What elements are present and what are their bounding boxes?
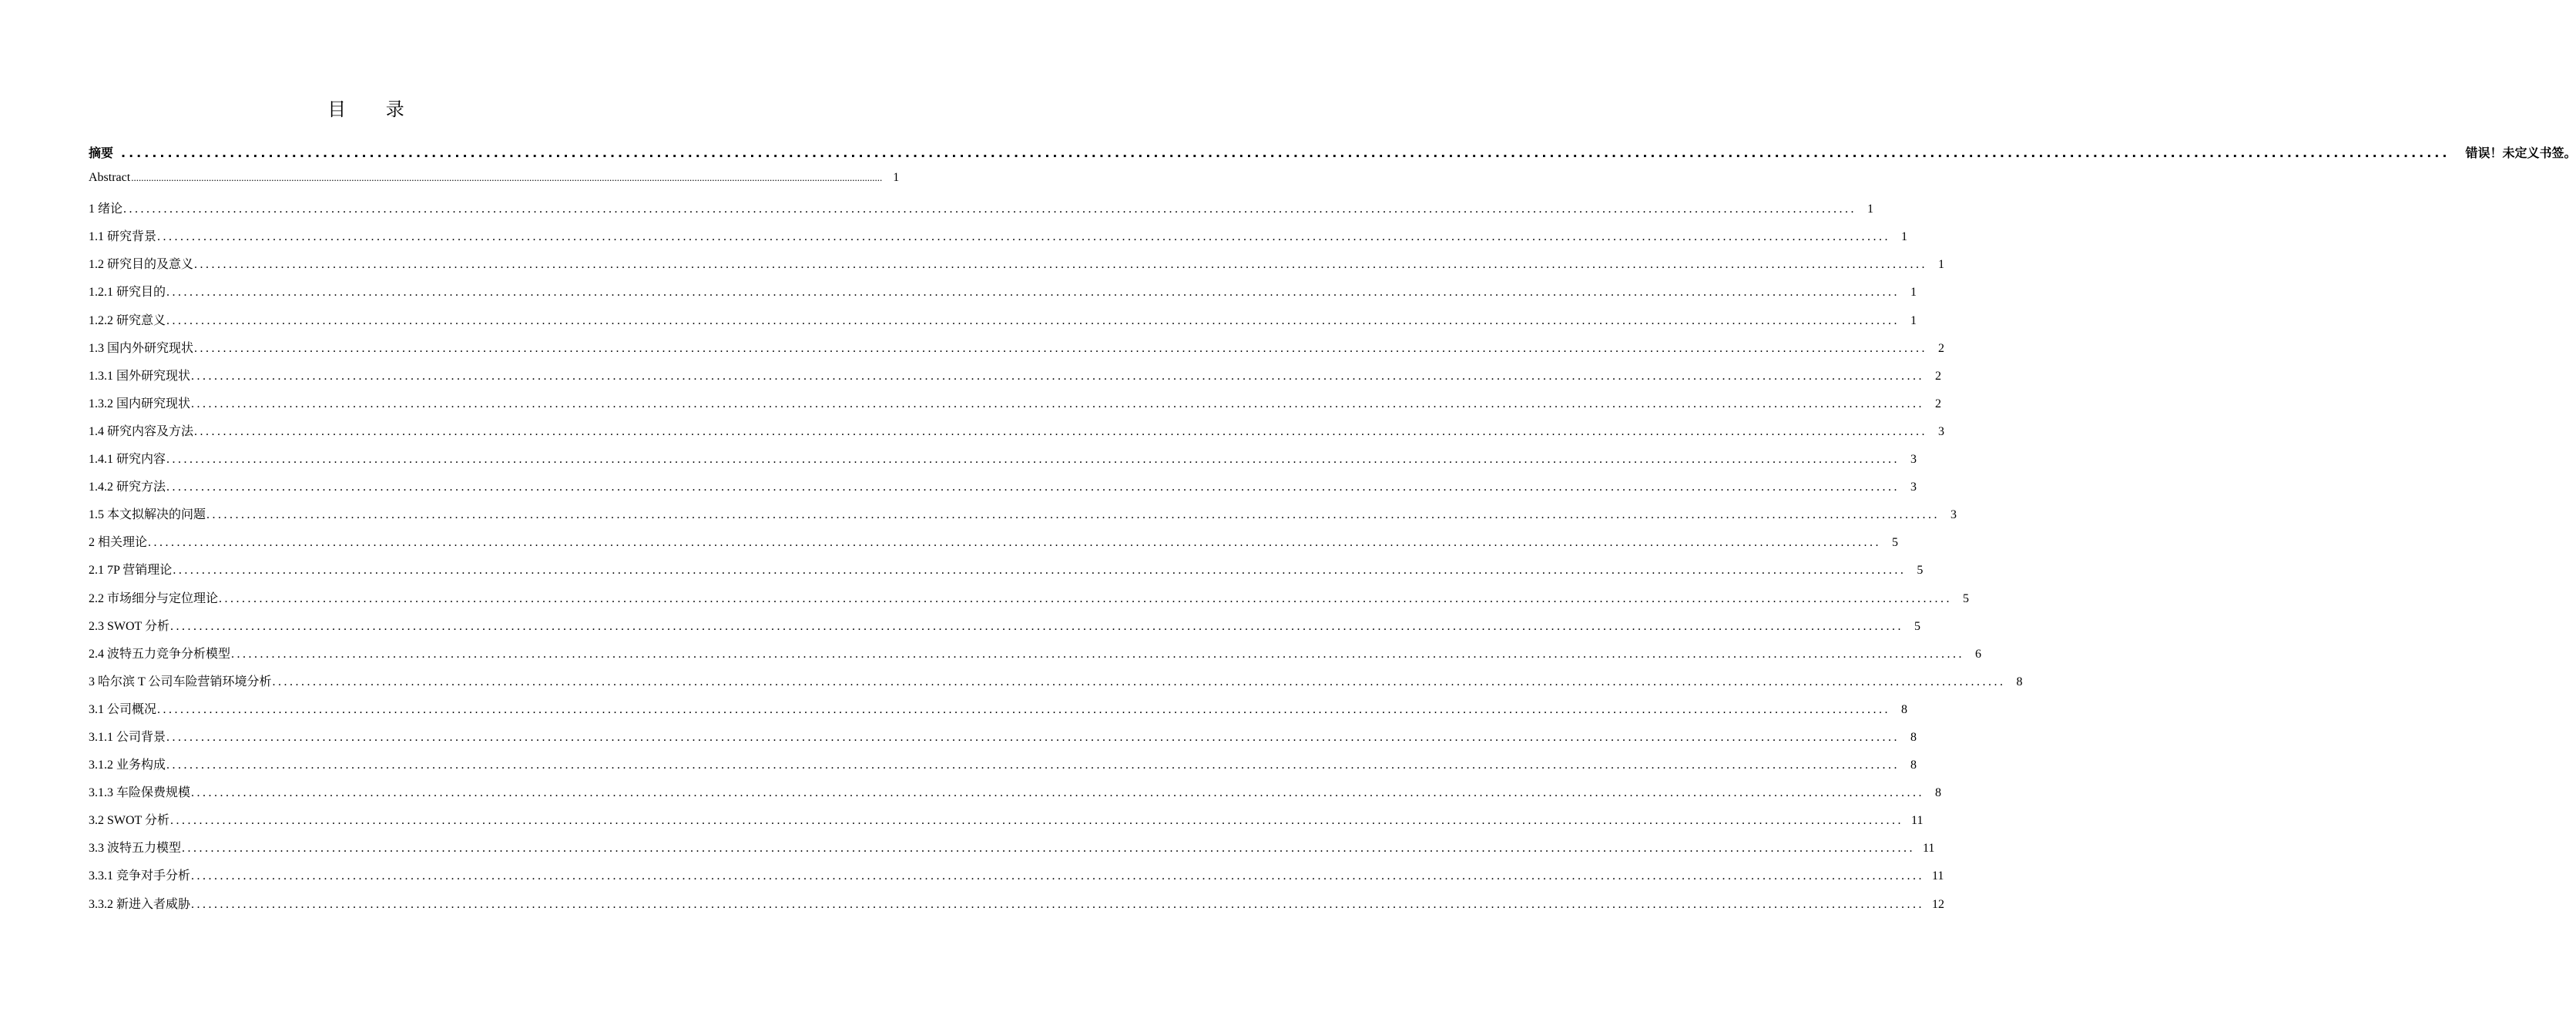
dot-leader: ............................................................................................................................................................................................................................................................................................................ <box>157 702 1891 716</box>
toc-entry-label: 1.4 研究内容及方法 <box>89 424 194 438</box>
toc-entry[interactable] <box>89 282 1917 310</box>
toc-entry[interactable] <box>89 699 1908 727</box>
toc-entry[interactable] <box>89 477 1917 504</box>
toc-entry-page: 1 <box>1867 203 1874 216</box>
toc-entry[interactable] <box>89 449 1917 477</box>
toc-entry-page: 8 <box>1910 759 1917 772</box>
toc-entry-page: 1 <box>1910 313 1917 327</box>
dot-leader: ............................................................................................................................................................................................................................................................................................................ <box>166 313 1900 327</box>
toc-entry[interactable] <box>89 755 1917 782</box>
dot-leader: ............................................................................................................................................................................................................................................................................................................ <box>194 258 1928 272</box>
toc-entry-page: 6 <box>1975 647 1982 661</box>
dot-leader: ............................................................................................................................................................................................................................................................................................................ <box>166 286 1900 300</box>
toc-entry-label: 1.2 研究目的及意义 <box>89 258 194 272</box>
dot-leader: ............................................................................................................................................................................................................................................................................................................ <box>131 172 883 184</box>
toc-entry-page: 3 <box>1910 481 1917 494</box>
toc-entry-page: 8 <box>1901 702 1908 716</box>
toc-entry-label: 2 相关理论 <box>89 536 148 550</box>
dot-leader: ............................................................................................................................................................................................................................................................................................................ <box>206 508 1940 522</box>
dot-leader: ............................................................................................................................................................................................................................................................................................................ <box>170 619 1904 633</box>
toc-entry-label: 3.3.2 新进入者威胁 <box>89 897 191 911</box>
toc-entry-label: 3.1 公司概况 <box>89 702 157 716</box>
dot-leader: ............................................................................................................................................................................................................................................................................................................ <box>231 647 1965 661</box>
toc-entry-page: 5 <box>1917 564 1924 578</box>
dot-leader: ............................................................................................................................................................................................................................................................................................................ <box>272 675 2006 688</box>
dot-leader: ............................................................................................................................................................................................................................................................................................................ <box>166 481 1900 494</box>
toc-entry-label: 3.2 SWOT 分析 <box>89 814 170 828</box>
toc-entry[interactable] <box>89 226 1908 254</box>
dot-leader: ............................................................................................................................................................................................................................................................................................................ <box>191 786 1925 800</box>
toc-entry-label: 3.1.2 业务构成 <box>89 759 166 772</box>
toc-entry[interactable] <box>89 394 1942 421</box>
toc-entry-page: 5 <box>1963 591 1970 605</box>
toc-entry-label: 1.4.1 研究内容 <box>89 453 166 467</box>
dot-leader: ............................................................................................................................................................................................................................................................................................................ <box>170 814 1904 828</box>
toc-entry-page: 8 <box>1935 786 1942 800</box>
dot-leader: ............................................................................................................................................................................................................................................................................................................ <box>173 564 1907 578</box>
toc-entry-label: 1.3.2 国内研究现状 <box>89 397 191 410</box>
toc-entry-label: 3.3 波特五力模型 <box>89 842 182 856</box>
toc-entry-label: 1.5 本文拟解决的问题 <box>89 508 206 522</box>
toc-entry[interactable] <box>89 616 1921 644</box>
toc-entry-page: 2 <box>1935 397 1942 410</box>
dot-leader: ............................................................................................................................................................................................................................................................................................................ <box>194 341 1928 355</box>
toc-entry-page: 11 <box>1932 869 1944 883</box>
toc-entry-page: 5 <box>1914 619 1921 633</box>
toc-entry-label: 1.2.2 研究意义 <box>89 313 166 327</box>
dot-leader: ............................................................................................................................................................................................................................................................................................................ <box>157 230 1891 244</box>
toc-entry-label: 1.3 国内外研究现状 <box>89 341 194 355</box>
dot-leader: ............................................................................................................................................................................................................................................................................................................ <box>121 146 2450 160</box>
toc-entry[interactable] <box>89 588 1970 616</box>
toc-entry-label: 2.2 市场细分与定位理论 <box>89 591 219 605</box>
toc-entry-label: 3.3.1 竞争对手分析 <box>89 869 191 883</box>
dot-leader: ............................................................................................................................................................................................................................................................................................................ <box>148 536 1882 550</box>
dot-leader: ............................................................................................................................................................................................................................................................................................................ <box>182 842 1916 856</box>
toc-entry[interactable] <box>89 254 1945 282</box>
toc-entry-label: 2.4 波特五力竞争分析模型 <box>89 647 231 661</box>
toc-entry-page: 11 <box>1923 842 1935 856</box>
dot-leader: ............................................................................................................................................................................................................................................................................................................ <box>166 730 1900 744</box>
dot-leader: ............................................................................................................................................................................................................................................................................................................ <box>194 424 1928 438</box>
toc-entry-page: 3 <box>1910 453 1917 467</box>
toc-entry[interactable] <box>89 199 1874 226</box>
toc-entry-label: 3.1.1 公司背景 <box>89 730 166 744</box>
toc-entry[interactable] <box>89 644 1982 672</box>
toc-entry[interactable] <box>89 810 1924 838</box>
toc-entry-label: 2.3 SWOT 分析 <box>89 619 170 633</box>
toc-entry-page: 错误！未定义书签。 <box>2465 146 2576 160</box>
toc-entry[interactable] <box>89 504 1957 532</box>
toc-entry-page: 11 <box>1911 814 1924 828</box>
toc-entry-label: 1.1 研究背景 <box>89 230 157 244</box>
dot-leader: ............................................................................................................................................................................................................................................................................................................ <box>191 869 1925 883</box>
dot-leader: ............................................................................................................................................................................................................................................................................................................ <box>166 453 1900 467</box>
toc-entry[interactable] <box>89 338 1945 366</box>
toc-entry[interactable] <box>89 672 2023 699</box>
toc-entry-page: 8 <box>1910 730 1917 744</box>
toc-title: 目 录 <box>327 99 421 120</box>
toc-entry-label: 摘要 <box>89 146 114 160</box>
dot-leader: ............................................................................................................................................................................................................................................................................................................ <box>123 203 1857 216</box>
toc-entry-page: 8 <box>2016 675 2023 688</box>
toc-entry-label: 1.4.2 研究方法 <box>89 481 166 494</box>
toc-entry[interactable] <box>89 838 1935 866</box>
toc-entry[interactable] <box>89 310 1917 338</box>
toc-entry-label: 1 绪论 <box>89 203 123 216</box>
toc-entry[interactable] <box>89 366 1942 394</box>
toc-entry[interactable] <box>89 421 1945 449</box>
toc-entry-page: 1 <box>1901 230 1908 244</box>
toc-entry[interactable] <box>89 560 1924 588</box>
toc-entry[interactable] <box>89 727 1917 755</box>
toc-list <box>89 143 2576 922</box>
toc-entry-page: 2 <box>1938 341 1945 355</box>
toc-entry[interactable] <box>89 866 1944 893</box>
toc-entry-label: 1.3.1 国外研究现状 <box>89 369 191 383</box>
toc-entry-page: 2 <box>1935 369 1942 383</box>
toc-entry-label: 1.2.1 研究目的 <box>89 286 166 300</box>
toc-entry-page: 1 <box>893 171 900 185</box>
dot-leader: ............................................................................................................................................................................................................................................................................................................ <box>191 369 1925 383</box>
toc-entry-page: 1 <box>1910 286 1917 300</box>
dot-leader: ............................................................................................................................................................................................................................................................................................................ <box>191 397 1925 410</box>
toc-entry[interactable] <box>89 171 900 199</box>
dot-leader: ............................................................................................................................................................................................................................................................................................................ <box>166 759 1900 772</box>
toc-entry-label: 3 哈尔滨 T 公司车险营销环境分析 <box>89 675 272 688</box>
toc-entry-page: 12 <box>1932 897 1945 911</box>
toc-entry-page: 5 <box>1892 536 1899 550</box>
toc-entry-page: 1 <box>1938 258 1945 272</box>
toc-entry-label: 3.1.3 车险保费规模 <box>89 786 191 800</box>
toc-entry-page: 3 <box>1938 424 1945 438</box>
dot-leader: ............................................................................................................................................................................................................................................................................................................ <box>219 591 1953 605</box>
toc-entry-label: 2.1 7P 营销理论 <box>89 564 173 578</box>
dot-leader: ............................................................................................................................................................................................................................................................................................................ <box>191 897 1925 911</box>
toc-entry[interactable] <box>89 532 1899 560</box>
toc-entry-page: 3 <box>1950 508 1957 522</box>
toc-entry-label: Abstract <box>89 171 131 185</box>
toc-entry[interactable] <box>89 782 1942 810</box>
toc-entry[interactable] <box>89 894 1945 922</box>
toc-entry[interactable] <box>89 143 2576 171</box>
